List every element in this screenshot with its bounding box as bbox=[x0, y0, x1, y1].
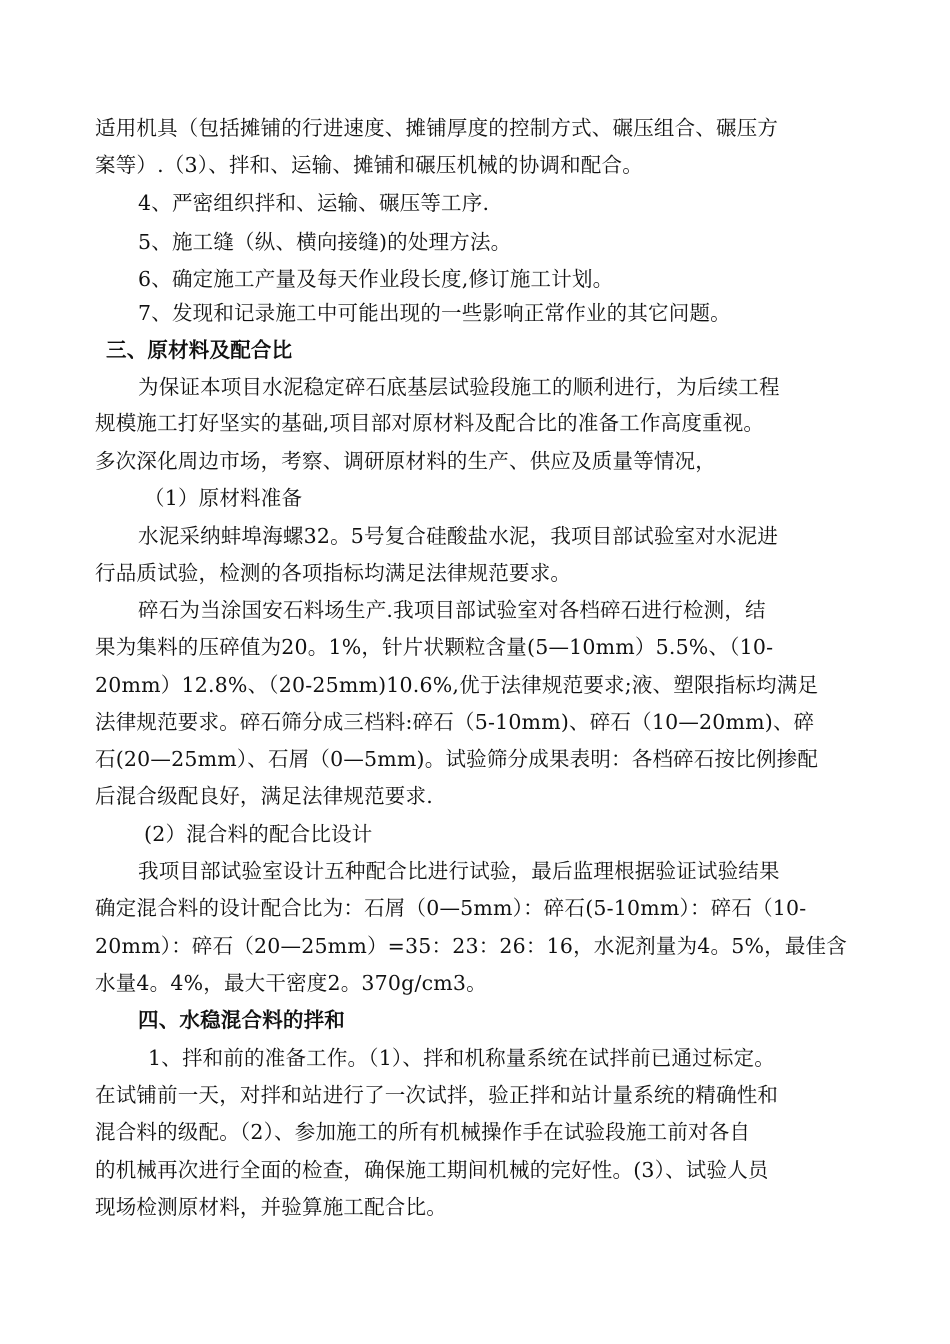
text-line: 6、确定施工产量及每天作业段长度,修订施工计划。 bbox=[138, 267, 614, 291]
text-line: 1、拌和前的准备工作。（1）、拌和机称量系统在试拌前已通过标定。 bbox=[148, 1046, 775, 1070]
text-line: 水泥采纳蚌埠海螺32。5号复合硅酸盐水泥，我项目部试验室对水泥进 bbox=[138, 524, 779, 548]
text-line: 石(20—25mm）、石屑（0—5mm)。试验筛分成果表明：各档碎石按比例掺配 bbox=[95, 747, 819, 771]
text-line: 20mm）12.8%、（20-25mm)10.6%,优于法律规范要求;液、塑限指标均满足 bbox=[95, 673, 819, 697]
text-line: 20mm）：碎石（20—25mm）=35：23：26：16，水泥剂量为4。5%，最佳含 bbox=[95, 934, 847, 958]
text-line: 适用机具（包括摊铺的行进速度、摊铺厚度的控制方式、碾压组合、碾压方 bbox=[95, 116, 779, 140]
text-line: 碎石为当涂国安石料场生产.我项目部试验室对各档碎石进行检测，结 bbox=[138, 598, 766, 622]
text-line: 后混合级配良好，满足法律规范要求. bbox=[95, 784, 433, 808]
text-line: 的机械再次进行全面的检查，确保施工期间机械的完好性。(3）、试验人员 bbox=[95, 1158, 769, 1182]
text-line: 7、发现和记录施工中可能出现的一些影响正常作业的其它问题。 bbox=[138, 301, 731, 325]
text-line: 行品质试验，检测的各项指标均满足法律规范要求。 bbox=[95, 561, 572, 585]
text-line: 果为集料的压碎值为20。1%，针片状颗粒含量(5—10mm）5.5%、（10- bbox=[95, 635, 774, 659]
text-line: 法律规范要求。碎石筛分成三档料:碎石（5-10mm)、碎石（10—20mm)、碎 bbox=[95, 710, 815, 734]
text-line: 水量4。4%，最大干密度2。370g/cm3。 bbox=[95, 971, 487, 995]
text-line: 现场检测原材料，并验算施工配合比。 bbox=[95, 1195, 447, 1219]
text-line: 多次深化周边市场，考察、调研原材料的生产、供应及质量等情况， bbox=[95, 449, 716, 473]
text-line: 规模施工打好坚实的基础,项目部对原材料及配合比的准备工作高度重视。 bbox=[95, 411, 765, 435]
section-heading: 四、水稳混合料的拌和 bbox=[138, 1008, 345, 1032]
text-line: 为保证本项目水泥稳定碎石底基层试验段施工的顺利进行，为后续工程 bbox=[138, 375, 780, 399]
text-line: 4、严密组织拌和、运输、碾压等工序. bbox=[138, 191, 490, 215]
text-line: 确定混合料的设计配合比为：石屑（0—5mm）：碎石(5-10mm）：碎石（10- bbox=[95, 896, 807, 920]
text-line: 我项目部试验室设计五种配合比进行试验，最后监理根据验证试验结果 bbox=[138, 859, 780, 883]
text-line: 在试铺前一天，对拌和站进行了一次试拌，验正拌和站计量系统的精确性和 bbox=[95, 1083, 779, 1107]
text-line: 案等）.（3）、拌和、运输、摊铺和碾压机械的协调和配合。 bbox=[95, 153, 643, 177]
subsection-label: （1）原材料准备 bbox=[144, 486, 303, 510]
subsection-label: (2）混合料的配合比设计 bbox=[144, 822, 373, 846]
text-line: 混合料的级配。（2）、参加施工的所有机械操作手在试验段施工前对各自 bbox=[95, 1120, 751, 1144]
section-heading: 三、原材料及配合比 bbox=[106, 338, 293, 362]
text-line: 5、施工缝（纵、横向接缝)的处理方法。 bbox=[138, 230, 512, 254]
